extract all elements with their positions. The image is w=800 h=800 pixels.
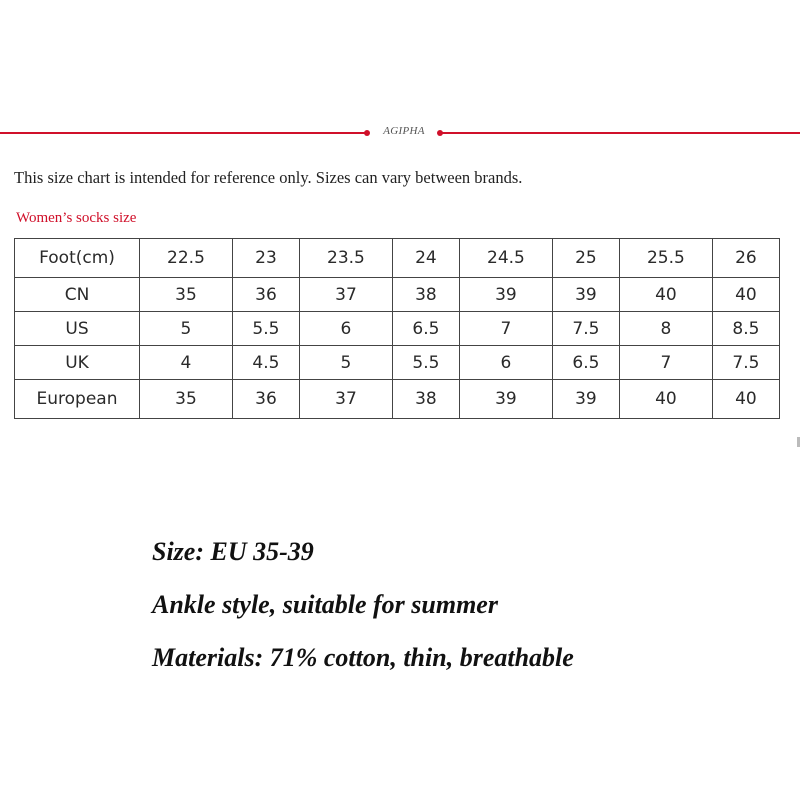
table-cell: 40 xyxy=(619,278,712,312)
spec-materials: Materials: 71% cotton, thin, breathable xyxy=(152,643,574,672)
table-row xyxy=(15,312,780,346)
table-cell: 35 xyxy=(140,278,233,312)
table-cell: 6 xyxy=(459,346,552,380)
size-disclaimer: This size chart is intended for reference only. Sizes can vary between brands. xyxy=(14,168,523,187)
table-cell: 38 xyxy=(392,380,459,419)
table-cell: 4.5 xyxy=(232,346,299,380)
brand-divider-left xyxy=(0,132,366,134)
table-row xyxy=(15,380,780,419)
table-cell: 6 xyxy=(299,312,392,346)
table-row xyxy=(15,239,780,278)
table-cell: 23 xyxy=(232,239,299,278)
table-cell: 6.5 xyxy=(552,346,619,380)
table-cell: 7.5 xyxy=(712,346,779,380)
row-label: CN xyxy=(15,278,140,312)
table-cell: 5.5 xyxy=(392,346,459,380)
table-cell: 8 xyxy=(619,312,712,346)
table-cell: 25.5 xyxy=(619,239,712,278)
row-label: European xyxy=(15,380,140,419)
table-title: Women’s socks size xyxy=(16,210,137,226)
spec-size: Size: EU 35-39 xyxy=(152,537,314,566)
table-cell: 36 xyxy=(232,278,299,312)
divider-dot-icon xyxy=(364,130,370,136)
table-cell: 5.5 xyxy=(232,312,299,346)
table-cell: 37 xyxy=(299,380,392,419)
table-cell: 40 xyxy=(619,380,712,419)
row-label: US xyxy=(15,312,140,346)
table-cell: 24.5 xyxy=(459,239,552,278)
table-cell: 23.5 xyxy=(299,239,392,278)
table-cell: 39 xyxy=(459,278,552,312)
brand-divider-right xyxy=(440,132,800,134)
table-cell: 7.5 xyxy=(552,312,619,346)
table-cell: 39 xyxy=(552,278,619,312)
table-cell: 40 xyxy=(712,380,779,419)
table-cell: 5 xyxy=(140,312,233,346)
table-cell: 39 xyxy=(552,380,619,419)
table-cell: 6.5 xyxy=(392,312,459,346)
table-cell: 22.5 xyxy=(140,239,233,278)
table-cell: 8.5 xyxy=(712,312,779,346)
table-cell: 39 xyxy=(459,380,552,419)
table-cell: 7 xyxy=(459,312,552,346)
table-cell: 7 xyxy=(619,346,712,380)
size-chart-table xyxy=(14,238,780,419)
table-cell: 26 xyxy=(712,239,779,278)
table-cell: 4 xyxy=(140,346,233,380)
table-cell: 40 xyxy=(712,278,779,312)
table-row xyxy=(15,346,780,380)
table-cell: 5 xyxy=(299,346,392,380)
table-cell: 37 xyxy=(299,278,392,312)
table-cell: 25 xyxy=(552,239,619,278)
spec-style: Ankle style, suitable for summer xyxy=(152,590,498,619)
row-label: UK xyxy=(15,346,140,380)
table-cell: 24 xyxy=(392,239,459,278)
table-cell: 36 xyxy=(232,380,299,419)
table-cell: 38 xyxy=(392,278,459,312)
row-label: Foot(cm) xyxy=(15,239,140,278)
table-cell: 35 xyxy=(140,380,233,419)
brand-name: AGIPHA xyxy=(383,125,425,137)
table-row xyxy=(15,278,780,312)
